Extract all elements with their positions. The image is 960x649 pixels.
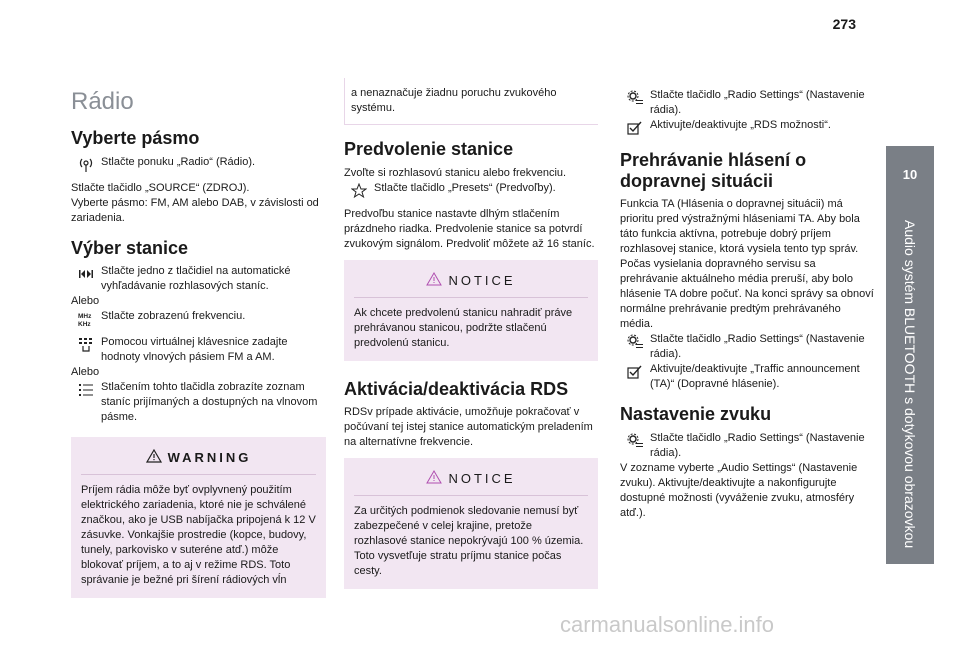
notice-icon — [426, 470, 442, 487]
ta-toggle-row — [620, 362, 875, 392]
warning-text: Príjem rádia môže byť ovplyvnený použitím elektrického zariadenia, ktoré nie je schválené značkou, ako je USB nabíjačka pripojená k 12 V zásuvke. Vonkajšie prostredie (kopce, budovy, tunely, parkovisko v suteréne atď.) môže blokovať príjem, a to aj v režime RDS. Toto správanie je bežné pri šírení rádiových vĺn — [81, 484, 316, 587]
list-icon — [71, 380, 101, 398]
sound-settings-text: Stlačte tlačidlo „Radio Settings“ (Nastavenie rádia). — [650, 432, 865, 460]
station-freq-row — [71, 309, 326, 327]
notice-header-1 — [354, 272, 588, 298]
settings-icon — [620, 332, 650, 350]
settings-icon — [620, 88, 650, 106]
sound-text: V zozname vyberte „Audio Settings“ (Nastavenie zvuku). Aktivujte/deaktivujte a nakonfigurujte dostupné možnosti (vyváženie zvuku, atmosféry atď.). — [620, 462, 858, 520]
notice-text-2: Za určitých podmienok sledovanie nemusí byť zabezpečené v celej krajine, pretože rozhlasové stanice nepokrývajú 100 % územia. Toto vysvetľuje stratu príjmu stanice počas cesty. — [354, 505, 584, 578]
band-source-text: Stlačte tlačidlo „SOURCE“ (ZDROJ). — [71, 181, 250, 194]
sound-settings-row — [620, 431, 875, 461]
preset-button-text: Stlačte tlačidlo „Presets“ (Predvoľby). — [374, 181, 556, 194]
star-icon — [344, 181, 374, 199]
checkbox-icon — [620, 118, 650, 136]
radio-settings-row — [620, 88, 875, 118]
page-number: 273 — [832, 16, 856, 32]
ta-settings-row — [620, 332, 875, 362]
station-auto-text: Stlačte jedno z tlačidiel na automatické vyhľadávanie rozhlasových staníc. — [101, 265, 291, 293]
preset-intro: Zvoľte si rozhlasovú stanicu alebo frekvenciu. — [344, 166, 567, 179]
checkbox-icon — [620, 362, 650, 380]
or-label-2: Alebo — [71, 366, 100, 379]
station-list-row — [71, 380, 326, 425]
notice-box-1 — [344, 260, 598, 361]
ta-settings-text: Stlačte tlačidlo „Radio Settings“ (Nastavenie rádia). — [650, 333, 865, 361]
station-keypad-text: Pomocou virtuálnej klávesnice zadajte hodnoty vlnových pásiem FM a AM. — [101, 336, 288, 364]
warning-title: WARNING — [167, 450, 252, 466]
notice-text-1: Ak chcete predvolenú stanicu nahradiť práve prehrávanou stanicou, podržte stlačenú predvolenú stanicu. — [354, 306, 573, 349]
notice-box-2 — [344, 458, 598, 589]
band-menu-text: Stlačte ponuku „Radio“ (Rádio). — [101, 155, 256, 168]
notice-header-2 — [354, 470, 588, 496]
heading-rds: Aktivácia/deaktivácia RDS — [344, 378, 569, 399]
traffic-text: Funkcia TA (Hlásenia o dopravnej situácii) má prioritu pred výstražnými hláseniami TA. Aby bola táto funkcia aktívna, potrebuje dobrý príjem rozhlasovej stanice, ktorá vysiela tento typ správ. Počas vysielania dopravného servisu sa prehrávanie aktuálneho média preruší, aby bolo hlásenie TA dobre počuť. Na konci správy sa obnoví normálne prehrávanie predtým prehrávaného média. — [620, 198, 874, 331]
column-1 — [71, 88, 326, 610]
seek-icon — [71, 264, 101, 282]
watermark: carmanualsonline.info — [560, 612, 775, 637]
rds-toggle-text: Aktivujte/deaktivujte „RDS možnosti“. — [650, 119, 831, 131]
preset-button-row — [344, 181, 598, 199]
rds-toggle-row — [620, 118, 875, 136]
station-keypad-row — [71, 335, 326, 365]
band-menu-row — [71, 155, 326, 173]
heading-band: Vyberte pásmo — [71, 128, 200, 148]
warning-box — [71, 437, 326, 598]
station-freq-text: Stlačte zobrazenú frekvenciu. — [101, 310, 246, 323]
notice-title-1: NOTICE — [448, 272, 516, 288]
svg-text:MHz: MHz — [78, 313, 92, 321]
radio-icon — [71, 155, 101, 173]
frequency-icon — [71, 309, 101, 327]
column-3 — [620, 88, 875, 529]
heading-station: Výber stanice — [71, 237, 189, 258]
chapter-title-vertical — [886, 204, 934, 564]
band-choice-text: Vyberte pásmo: FM, AM alebo DAB, v závislosti od zariadenia. — [71, 196, 319, 224]
station-list-text: Stlačením tohto tlačidla zobrazíte zoznam staníc prijímaných a dostupných na vlnovom pásme. — [101, 381, 318, 424]
chapter-title: Audio systém BLUETOOTH s dotykovou obrazovkou — [902, 219, 918, 549]
or-label-1: Alebo — [71, 295, 100, 308]
chapter-number: 10 — [902, 166, 918, 182]
radio-settings-text: Stlačte tlačidlo „Radio Settings“ (Nastavenie rádia). — [650, 89, 865, 116]
svg-text:KHz: KHz — [78, 321, 91, 328]
preset-text: Predvoľbu stanice nastavte dlhým stlačením prázdneho riadka. Predvolenie stanice sa potvrdí zvukovým signálom. Predvoliť môžete až 16 staníc. — [344, 207, 595, 250]
ta-toggle-text: Aktivujte/deaktivujte „Traffic announcement (TA)“ (Dopravné hlásenie). — [650, 363, 860, 391]
heading-traffic: Prehrávanie hlásení o dopravnej situácii — [620, 150, 807, 191]
keypad-icon — [71, 335, 101, 353]
heading-sound: Nastavenie zvuku — [620, 404, 772, 425]
station-auto-row — [71, 264, 326, 294]
column-2 — [344, 88, 598, 601]
continued-text: a nenaznačuje žiadnu poruchu zvukového systému. — [351, 87, 557, 114]
warning-icon — [146, 449, 162, 466]
heading-preset: Predvolenie stanice — [344, 139, 514, 159]
rds-text: RDSv prípade aktivácie, umožňuje pokračovať v počúvaní tej istej stanice automatickým preladením na alternatívne frekvencie. — [344, 406, 593, 449]
notice-title-2: NOTICE — [448, 471, 516, 487]
warning-header — [81, 449, 316, 475]
settings-icon — [620, 431, 650, 449]
page-title: Rádio — [71, 88, 134, 115]
continued-box — [344, 78, 598, 125]
notice-icon — [426, 272, 442, 289]
